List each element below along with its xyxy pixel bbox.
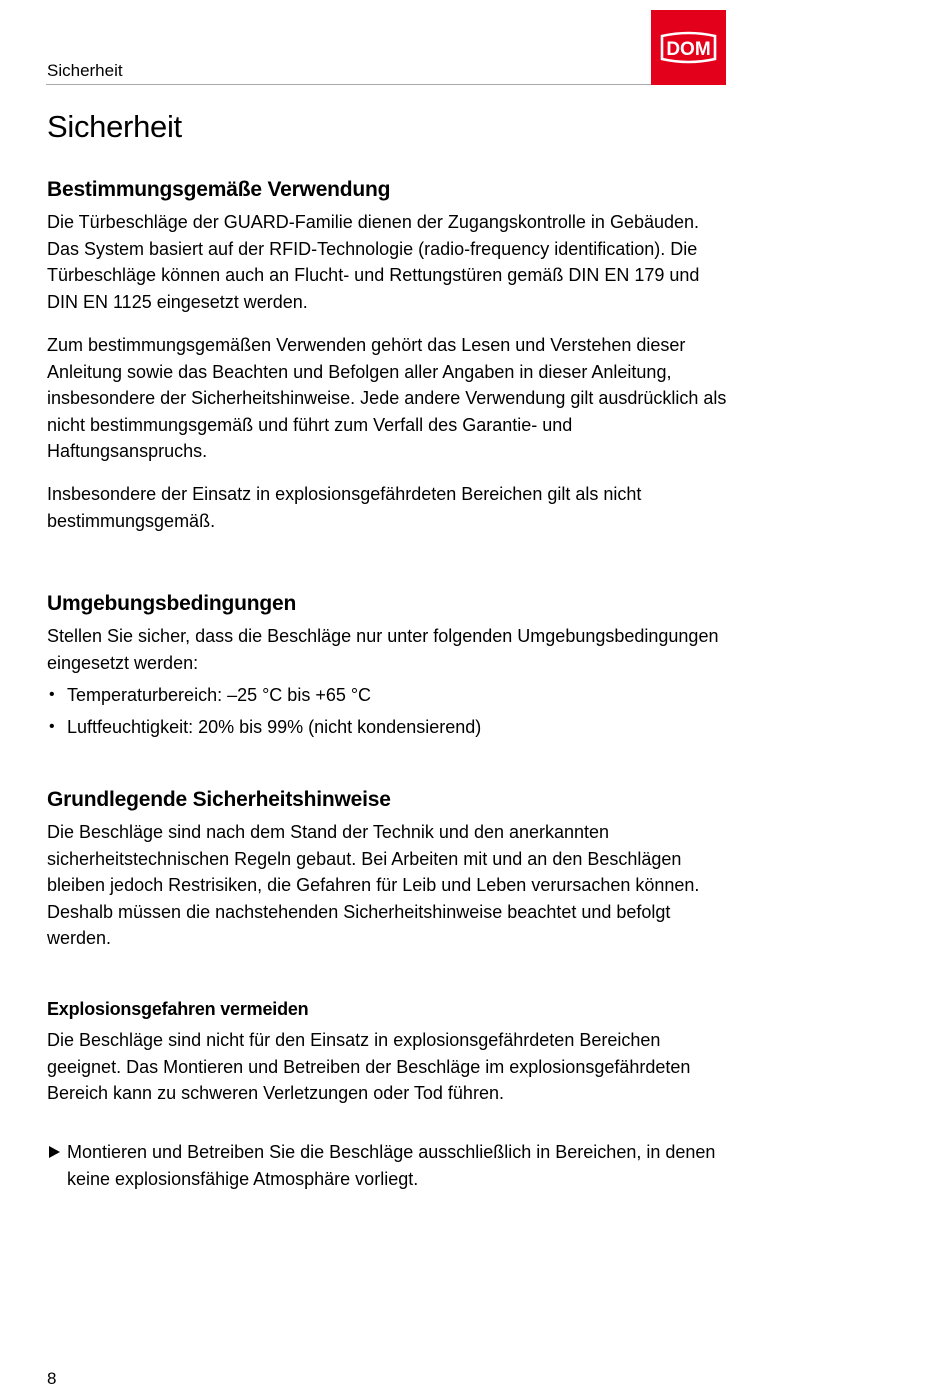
header-divider <box>46 84 726 85</box>
intended-use-paragraph-2: Zum bestimmungsgemäßen Verwenden gehört das Lesen und Verstehen dieser Anleitung sowie das Beachten und Befolgen aller Angaben in dieser Anleitung, insbesondere der Sicherheitshinweise. Jede andere Verwendung gilt ausdrücklich als nicht bestimmungsgemäß und führt zum Verfall des Garantie- und Haftungsanspruchs. <box>47 335 727 462</box>
instruction-arrow-icon <box>49 1146 60 1158</box>
brand-logo <box>651 10 726 85</box>
environment-intro: Stellen Sie sicher, dass die Beschläge nur unter folgenden Umgebungsbedingungen eingesetzt werden: <box>47 626 719 673</box>
page-number: 8 <box>47 1369 57 1388</box>
instruction-text: Montieren und Betreiben Sie die Beschläge ausschließlich in Bereichen, in denen keine explosionsfähige Atmosphäre vorliegt. <box>67 1142 716 1189</box>
bullet-icon: • <box>49 686 55 703</box>
explosion-instruction-list <box>47 1139 727 1192</box>
page-title: Sicherheit <box>47 109 182 144</box>
intended-use-paragraph-3: Insbesondere der Einsatz in explosionsgefährdeten Bereichen gilt als nicht bestimmungsgemäß. <box>47 484 642 531</box>
logo-wordmark: DOM <box>666 39 711 60</box>
section-heading-intended-use: Bestimmungsgemäße Verwendung <box>47 178 391 201</box>
environment-conditions-list <box>47 682 727 741</box>
subsection-heading-explosion: Explosionsgefahren vermeiden <box>47 999 309 1019</box>
basic-safety-paragraph: Die Beschläge sind nach dem Stand der Technik und den anerkannten sicherheitstechnischen Regeln gebaut. Bei Arbeiten mit und an den Beschlägen bleiben jedoch Restrisiken, die Gefahren für Leib und Leben verursachen können. Deshalb müssen die nachstehenden Sicherheitshinweise beachtet und befolgt werden. <box>47 822 700 949</box>
list-item <box>47 714 727 741</box>
list-item <box>47 682 727 709</box>
section-heading-environment: Umgebungsbedingungen <box>47 592 297 615</box>
section-heading-basic-safety: Grundlegende Sicherheitshinweise <box>47 788 391 811</box>
instruction-item <box>47 1139 727 1192</box>
dom-logo-icon <box>651 10 726 85</box>
bullet-icon: • <box>49 717 55 735</box>
intended-use-paragraph-1: Die Türbeschläge der GUARD-Familie dienen der Zugangskontrolle in Gebäuden. Das System basiert auf der RFID-Technologie (radio-frequency identification). Die Türbeschläge können auch an Flucht- und Rettungstüren gemäß DIN EN 179 und DIN EN 1125 eingesetzt werden. <box>47 212 700 312</box>
explosion-paragraph: Die Beschläge sind nicht für den Einsatz in explosionsgefährdeten Bereichen geeignet. Das Montieren und Betreiben der Beschläge im explosionsgefährdeten Bereich kann zu schweren Verletzungen oder Tod führen. <box>47 1030 691 1104</box>
running-header-title: Sicherheit <box>47 61 123 80</box>
list-item-text: Luftfeuchtigkeit: 20% bis 99% (nicht kondensierend) <box>67 716 482 737</box>
list-item-text: Temperaturbereich: –25 °C bis +65 °C <box>67 685 372 705</box>
